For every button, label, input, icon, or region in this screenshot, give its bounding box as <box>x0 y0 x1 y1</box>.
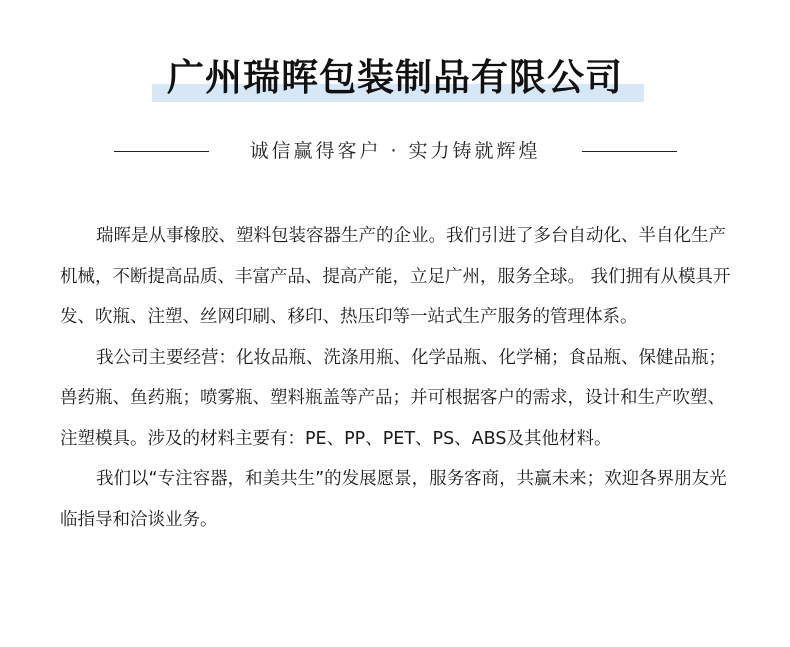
company-introduction <box>60 216 736 540</box>
divider-left <box>114 151 209 152</box>
page-header <box>0 52 790 108</box>
slogan-row <box>0 136 790 166</box>
intro-paragraph: 瑞晖是从事橡胶、塑料包装容器生产的企业。我们引进了多台自动化、半自化生产机械，不断提高品质、丰富产品、提高产能，立足广州，服务全球。 我们拥有从模具开发、吹瓶、注塑、丝网印刷、移印、热压印等一站式生产服务的管理体系。 <box>60 226 731 327</box>
business-scope-paragraph: 我公司主要经营：化妆品瓶、洗涤用瓶、化学品瓶、化学桶；食品瓶、保健品瓶；兽药瓶、鱼药瓶；喷雾瓶、塑料瓶盖等产品；并可根据客户的需求，设计和生产吹塑、注塑模具。涉及的材料主要有：PE、PP、PET、PS、ABS及其他材料。 <box>60 347 726 449</box>
divider-right <box>582 151 677 152</box>
slogan: 诚信赢得客户 · 实力铸就辉煌 <box>249 140 541 162</box>
vision-paragraph: 我们以“专注容器，和美共生”的发展愿景，服务客商，共赢未来；欢迎各界朋友光临指导和洽谈业务。 <box>60 469 727 530</box>
page-title: 广州瑞晖包装制品有限公司 <box>167 56 623 99</box>
